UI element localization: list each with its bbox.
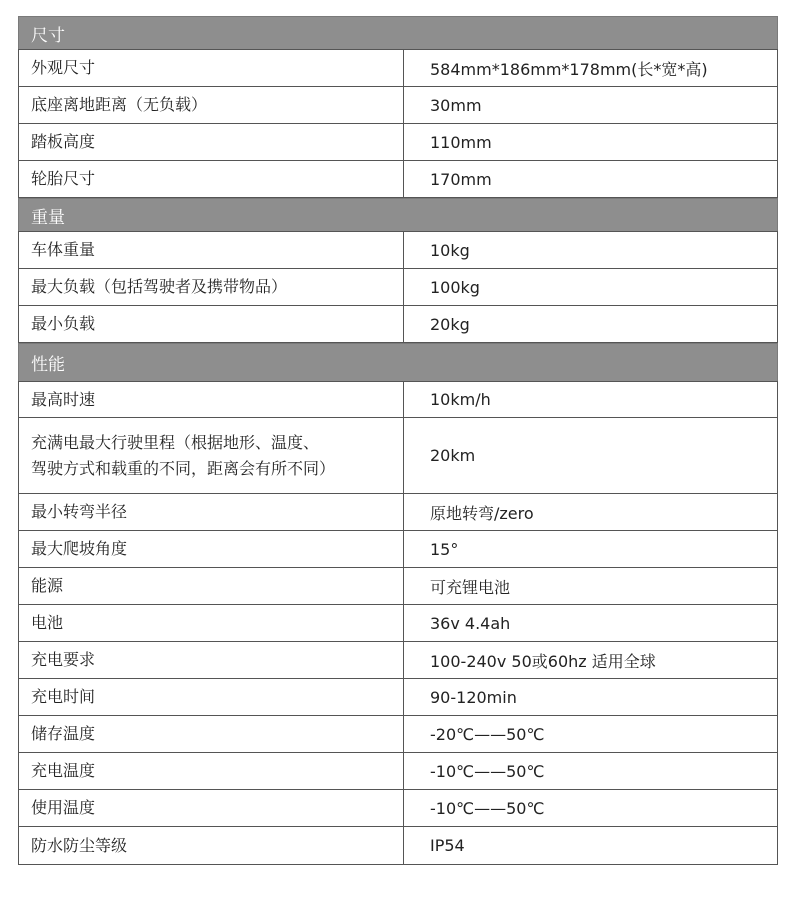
row-label: 充满电最大行驶里程（根据地形、温度、 驾驶方式和载重的不同，距离会有所不同）	[19, 418, 404, 493]
row-label: 充电要求	[19, 642, 404, 678]
table-row	[18, 161, 778, 198]
row-value: 10kg	[430, 240, 470, 260]
table-row	[18, 827, 778, 865]
row-label: 能源	[19, 568, 404, 604]
table-row	[18, 716, 778, 753]
row-value: 36v 4.4ah	[430, 613, 511, 633]
row-label: 充电时间	[19, 679, 404, 715]
row-value: -10℃——50℃	[430, 798, 545, 818]
row-label: 使用温度	[19, 790, 404, 826]
table-row	[18, 49, 778, 87]
row-value: 170mm	[430, 169, 492, 189]
table-row	[18, 418, 778, 494]
row-value: 15°	[430, 539, 459, 559]
table-row	[18, 231, 778, 269]
row-label: 最大负载（包括驾驶者及携带物品）	[19, 269, 404, 305]
table-row	[18, 306, 778, 343]
row-value: 原地转弯/zero	[430, 503, 534, 523]
row-label: 储存温度	[19, 716, 404, 752]
row-label: 最小转弯半径	[19, 494, 404, 530]
row-value: 可充锂电池	[430, 577, 511, 597]
table-row	[18, 753, 778, 790]
row-label: 底座离地距离（无负载）	[19, 87, 404, 123]
row-label: 最大爬坡角度	[19, 531, 404, 567]
row-label: 车体重量	[19, 232, 404, 268]
row-value: 584mm*186mm*178mm(长*宽*高)	[430, 59, 708, 79]
row-label: 防水防尘等级	[19, 827, 404, 864]
section-header-performance: 性能	[18, 343, 778, 381]
row-label: 轮胎尺寸	[19, 161, 404, 197]
table-row	[18, 605, 778, 642]
row-value: 100kg	[430, 277, 480, 297]
table-row	[18, 679, 778, 716]
row-label: 电池	[19, 605, 404, 641]
row-value: -10℃——50℃	[430, 761, 545, 781]
table-row	[18, 790, 778, 827]
row-value: 20km	[430, 446, 476, 465]
table-row	[18, 568, 778, 605]
table-row	[18, 87, 778, 124]
table-row	[18, 531, 778, 568]
row-label: 最小负载	[19, 306, 404, 342]
table-row	[18, 381, 778, 418]
row-value: 10km/h	[430, 390, 491, 409]
spec-table	[18, 16, 778, 865]
section-header-weight: 重量	[18, 198, 778, 231]
row-label: 充电温度	[19, 753, 404, 789]
section-header-dimensions: 尺寸	[18, 16, 778, 49]
table-row	[18, 642, 778, 679]
row-value: 90-120min	[430, 687, 517, 707]
table-row	[18, 494, 778, 531]
row-value: 110mm	[430, 132, 492, 152]
row-value: 100-240v 50或60hz 适用全球	[430, 651, 656, 671]
row-value: 30mm	[430, 95, 482, 115]
row-label: 外观尺寸	[19, 50, 404, 86]
row-value: -20℃——50℃	[430, 724, 545, 744]
table-row	[18, 269, 778, 306]
row-value: 20kg	[430, 314, 470, 334]
row-label: 最高时速	[19, 382, 404, 417]
row-value: IP54	[430, 836, 465, 855]
row-label: 踏板高度	[19, 124, 404, 160]
table-row	[18, 124, 778, 161]
